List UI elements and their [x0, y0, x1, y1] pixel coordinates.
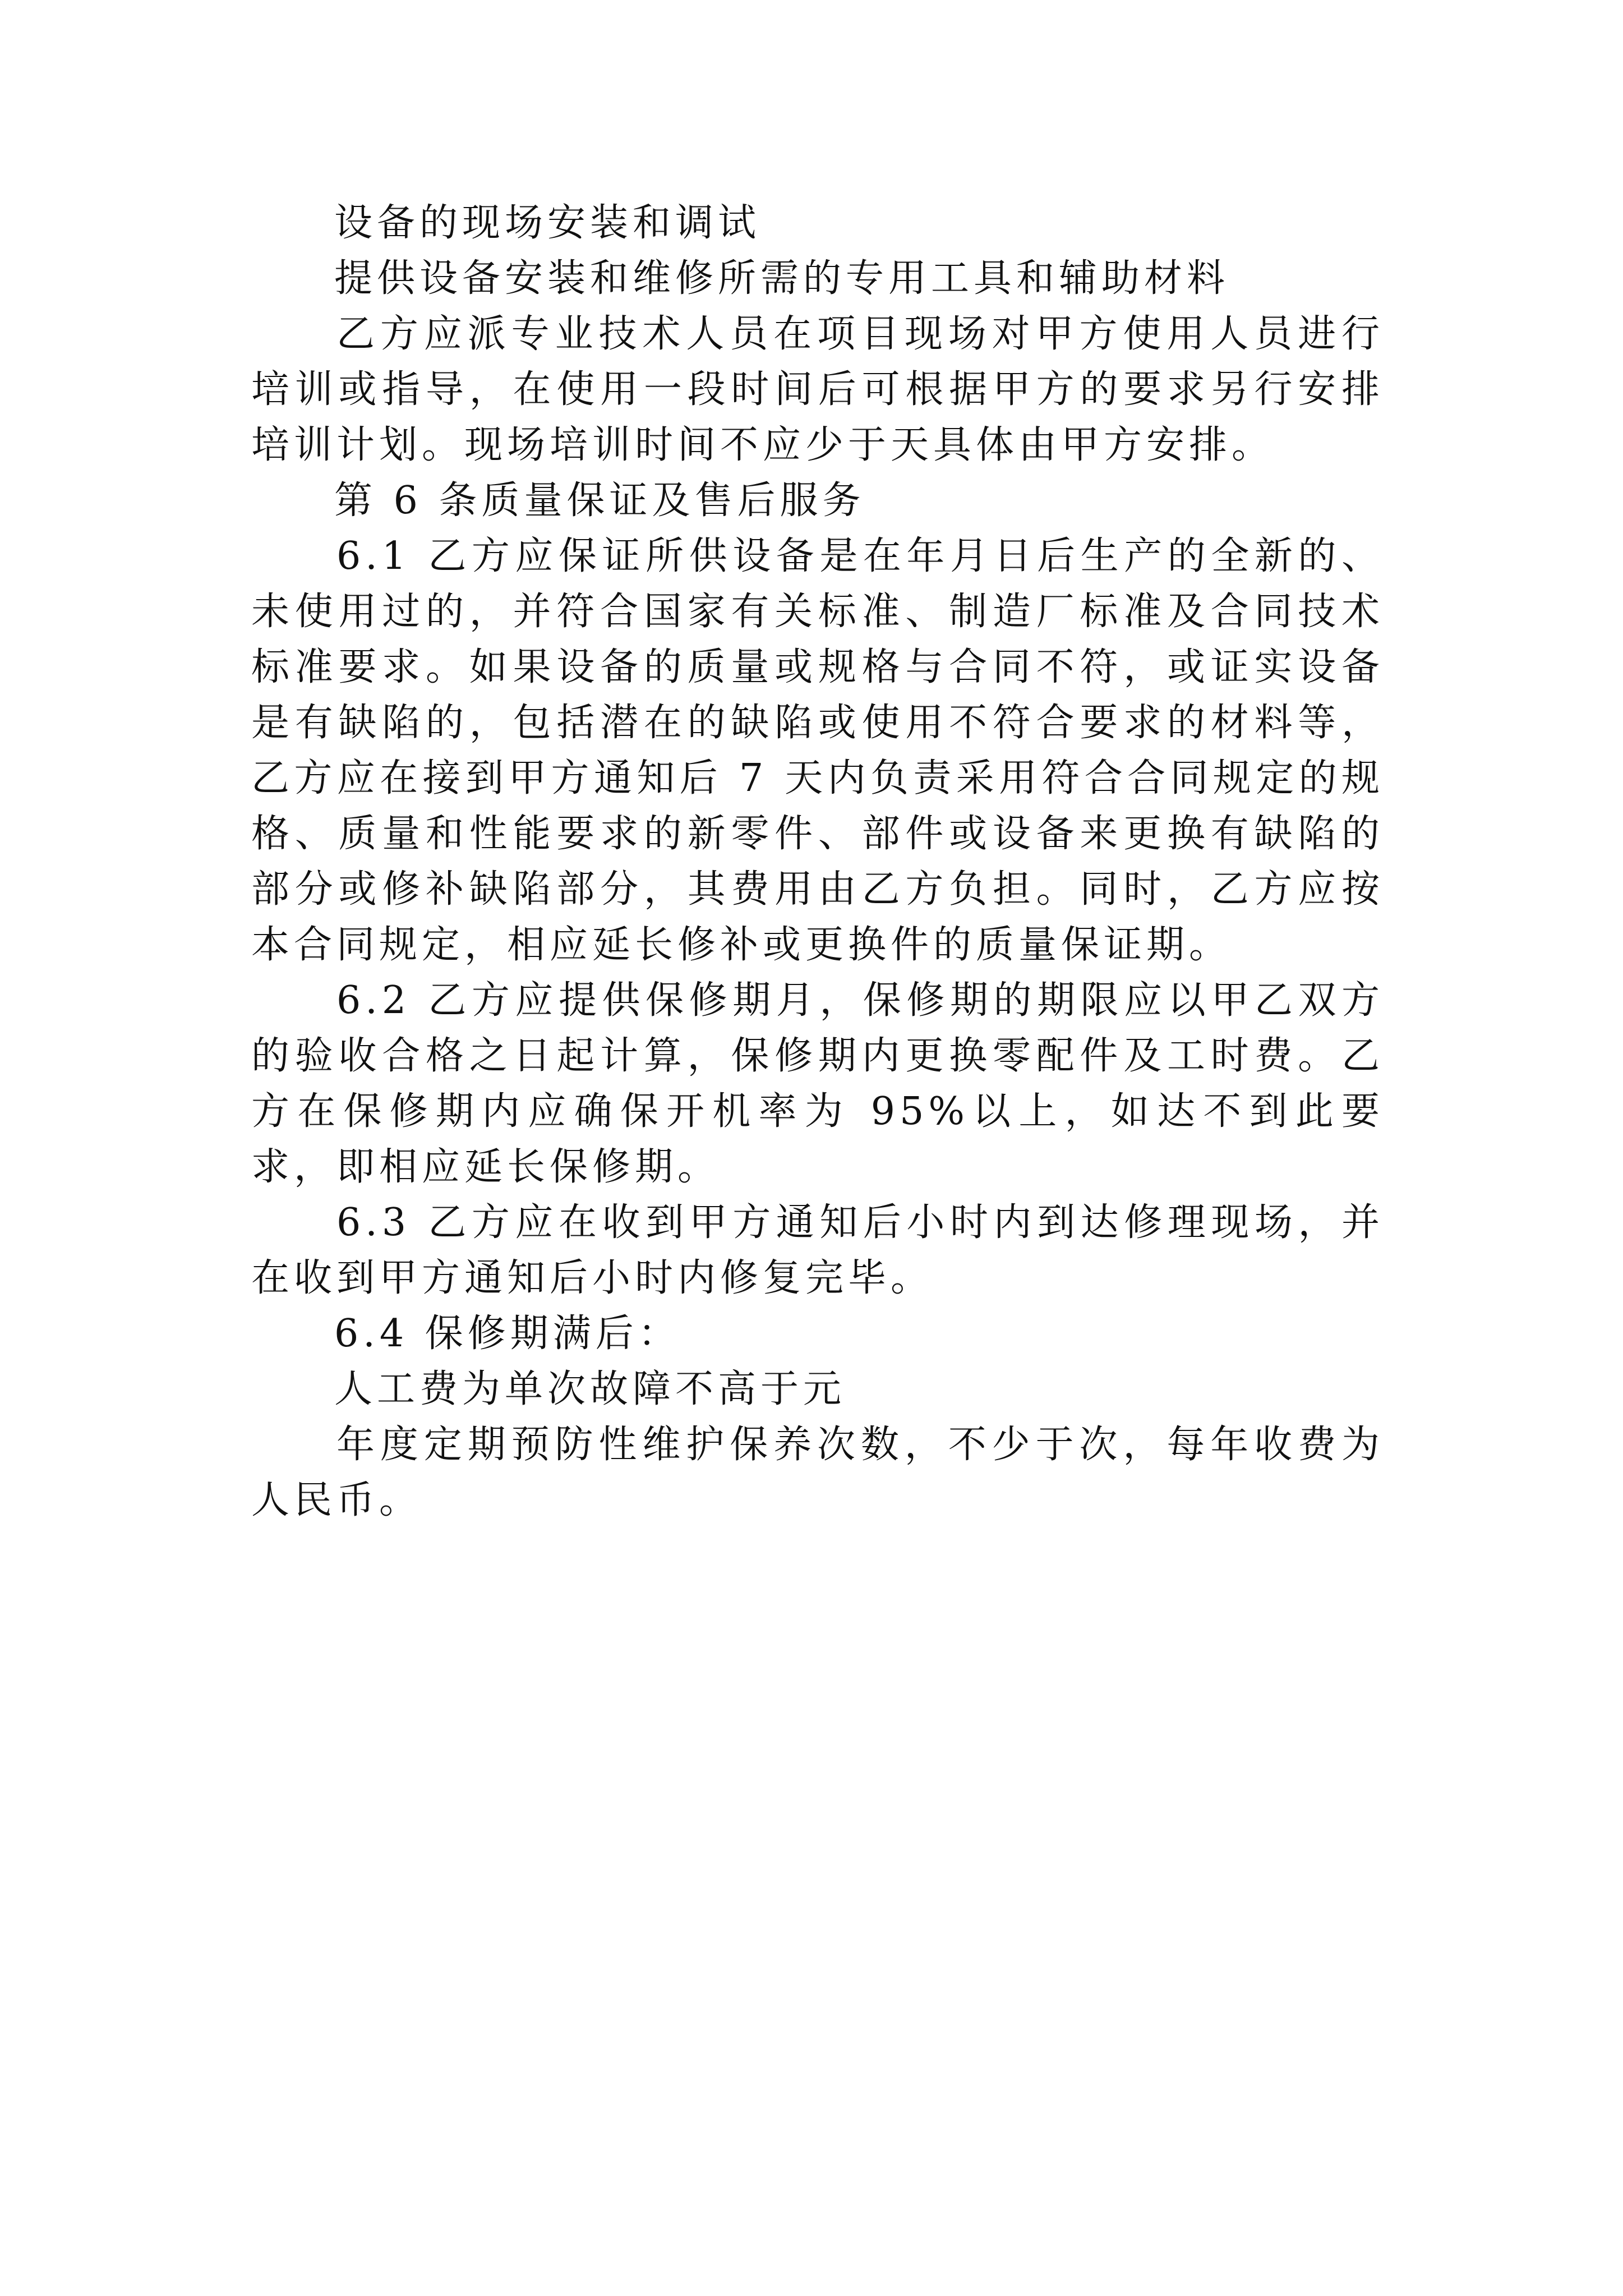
document-body [251, 195, 1384, 1528]
paragraph-tools-materials: 提供设备安装和维修所需的专用工具和辅助材料 [334, 256, 1230, 301]
paragraph-training: 乙方应派专业技术人员在项目现场对甲方使用人员进行培训或指导，在使用一段时间后可根据甲方的要求另行安排培训计划。现场培训时间不应少于天具体由甲方安排。 [251, 312, 1384, 467]
section-heading-article-6: 第 6 条质量保证及售后服务 [334, 478, 865, 523]
paragraph-labor-fee: 人工费为单次故障不高于元 [334, 1367, 846, 1411]
paragraph-annual-maintenance: 年度定期预防性维护保养次数，不少于次，每年收费为人民币。 [251, 1423, 1384, 1522]
paragraph-6-4: 6.4 保修期满后： [334, 1312, 681, 1356]
paragraph-6-3: 6.3 乙方应在收到甲方通知后小时内到达修理现场，并在收到甲方通知后小时内修复完毕。 [251, 1200, 1384, 1300]
paragraph-6-1: 6.1 乙方应保证所供设备是在年月日后生产的全新的、未使用过的，并符合国家有关标准、制造厂标准及合同技术标准要求。如果设备的质量或规格与合同不符，或证实设备是有缺陷的，包括潜在的缺陷或使用不符合要求的材料等，乙方应在接到甲方通知后 7 天内负责采用符合合同规定的规格、质量和性能要求的新零件、部件或设备来更换有缺陷的部分或修补缺陷部分，其费用由乙方负担。同时，乙方应按本合同规定，相应延长修补或更换件的质量保证期。 [251, 534, 1384, 967]
paragraph-onsite-installation: 设备的现场安装和调试 [334, 201, 761, 245]
paragraph-6-2: 6.2 乙方应提供保修期月，保修期的期限应以甲乙双方的验收合格之日起计算，保修期内更换零配件及工时费。乙方在保修期内应确保开机率为 95%以上，如达不到此要求，即相应延长保修期。 [251, 978, 1384, 1189]
